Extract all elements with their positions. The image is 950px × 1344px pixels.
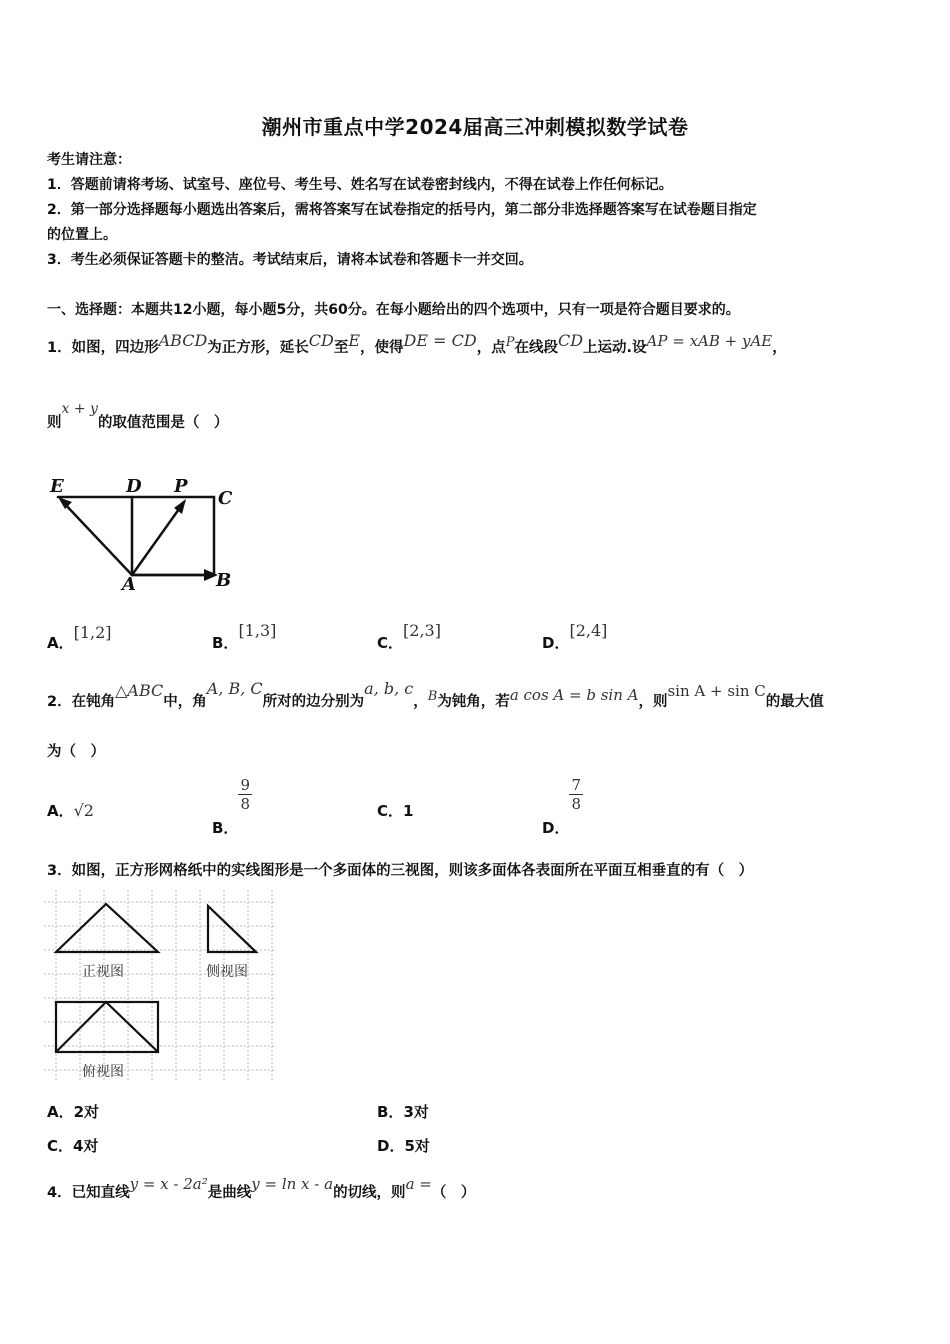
q2-math: sin A + sin C: [667, 682, 766, 700]
q1-label-c: C: [218, 488, 233, 509]
notice-line-3: 3．考生必须保证答题卡的整洁。考试结束后，请将本试卷和答题卡一并交回。: [47, 252, 533, 268]
option-value: 4对: [73, 1137, 99, 1155]
q1-option-d[interactable]: [542, 621, 608, 653]
q4-text: 的切线，则: [333, 1185, 406, 1201]
q2-text: 所对的边分别为: [262, 694, 365, 710]
notice-heading: 考生请注意：: [47, 152, 131, 168]
q2-option-d[interactable]: [542, 776, 583, 837]
q1-label-a: A: [122, 574, 136, 592]
q4-math: a =: [405, 1175, 432, 1193]
q4-text: 是曲线: [207, 1185, 252, 1201]
option-fraction: [238, 776, 252, 813]
q1-math: ABCD: [158, 331, 208, 350]
option-letter: C．: [377, 802, 404, 820]
q1-math: CD: [557, 331, 584, 350]
q1-figure: [44, 472, 244, 592]
page-title: 潮州市重点中学2024届高三冲刺模拟数学试卷: [261, 115, 689, 139]
q1-option-c[interactable]: [377, 621, 441, 653]
q3-stem: 3．如图，正方形网格纸中的实线图形是一个多面体的三视图，则该多面体各表面所在平面互相垂直的有（ ）: [47, 863, 754, 879]
q4-math: y = ln x - a: [251, 1175, 334, 1193]
q1-option-a[interactable]: [47, 623, 112, 653]
q2-math: A, B, C: [206, 679, 263, 698]
fraction-numerator: 7: [571, 776, 581, 794]
option-value: [2,3]: [403, 621, 441, 640]
q3-option-c[interactable]: [47, 1135, 98, 1156]
q2-stem: [47, 679, 824, 711]
q2-option-c[interactable]: [377, 800, 413, 821]
q1-text: 1．如图，四边形: [47, 340, 159, 356]
q1-stem-cont: [47, 401, 229, 432]
option-letter: B．: [212, 634, 239, 652]
q4-text: （ ）: [431, 1185, 476, 1201]
option-letter: A．: [47, 634, 74, 652]
q3-side-view: [208, 906, 256, 952]
q3-option-a[interactable]: [47, 1101, 99, 1122]
q1-label-d: D: [126, 476, 142, 497]
q1-text: 上运动.设: [583, 340, 647, 356]
q3-front-view: [56, 904, 158, 952]
q2-text: ，: [413, 694, 428, 710]
q1-math: AP = xAB + yAE: [646, 332, 773, 350]
q4-stem: [47, 1175, 476, 1202]
q1-math: P: [505, 335, 515, 350]
option-letter: D．: [542, 819, 570, 837]
q1-label-b: B: [216, 570, 232, 591]
option-value: 2对: [73, 1103, 100, 1121]
option-letter: B．: [377, 1103, 404, 1121]
section-heading: 一、选择题：本题共12小题，每小题5分，共60分。在每小题给出的四个选项中，只有一项是符合题目要求的。: [47, 302, 740, 318]
notice-line-2b: 的位置上。: [47, 227, 117, 243]
q3-top-view-rect: [56, 1002, 158, 1052]
q3-top-view-lines: [56, 1002, 158, 1052]
q3-label-side: 侧视图: [206, 964, 248, 980]
q1-label-e: E: [50, 476, 64, 497]
q1-figure-vector-ae: [62, 501, 132, 575]
q3-label-front: 正视图: [82, 964, 124, 980]
option-value: [1,3]: [238, 621, 277, 640]
option-value: [2,4]: [569, 621, 608, 640]
q1-text: ，: [772, 340, 787, 356]
q3-label-top: 俯视图: [82, 1064, 124, 1080]
q1-text: 则: [47, 415, 62, 431]
q1-math: DE = CD: [403, 331, 477, 350]
q2-option-a[interactable]: [47, 800, 94, 821]
q1-figure-vector-ap: [132, 502, 184, 575]
option-value: 1: [403, 802, 414, 820]
q3-option-d[interactable]: [377, 1135, 430, 1156]
option-value: 5对: [404, 1137, 430, 1155]
q2-option-b[interactable]: [212, 776, 252, 837]
fraction-denominator: 8: [240, 795, 250, 813]
notice-line-1: 1．答题前请将考场、试室号、座位号、考生号、姓名写在试卷密封线内，不得在试卷上作任何标记。: [47, 177, 673, 193]
option-letter: D．: [377, 1137, 405, 1155]
fraction-denominator: 8: [571, 795, 581, 813]
q2-math: a cos A = b sin A: [509, 686, 639, 704]
q1-text: 的取值范围是（ ）: [97, 415, 229, 431]
q4-text: 4．已知直线: [47, 1185, 130, 1201]
option-value: 3对: [403, 1103, 429, 1121]
q1-text: 至: [333, 340, 349, 356]
q1-arrowhead-e: [58, 497, 72, 509]
q2-stem-cont: 为（ ）: [47, 744, 105, 760]
option-value: [1,2]: [73, 623, 112, 642]
q1-text: 在线段: [514, 340, 558, 356]
option-value: √2: [73, 801, 94, 820]
q1-math: CD: [308, 331, 334, 350]
q1-text: ，使得: [360, 340, 404, 356]
q2-text: 中，角: [163, 694, 207, 710]
q1-option-b[interactable]: [212, 621, 277, 653]
q3-figure: [44, 890, 294, 1085]
option-fraction: [569, 776, 583, 813]
option-letter: B．: [212, 819, 239, 837]
option-letter: D．: [542, 634, 570, 652]
q2-text: 为钝角，若: [437, 694, 510, 710]
q1-text: 为正方形，延长: [207, 340, 309, 356]
q1-math: x + y: [61, 401, 98, 417]
q1-math: E: [348, 331, 361, 350]
q1-figure-outline: [58, 497, 214, 575]
q2-text: 2．在钝角: [47, 694, 116, 710]
q4-math: y = x - 2a²: [129, 1175, 208, 1193]
q2-text: 的最大值: [765, 694, 824, 710]
option-letter: A．: [47, 1103, 74, 1121]
q1-label-p: P: [174, 476, 188, 497]
q1-text: ，点: [476, 340, 506, 356]
q2-text: ，则: [638, 694, 668, 710]
option-letter: C．: [47, 1137, 74, 1155]
q3-option-b[interactable]: [377, 1101, 429, 1122]
option-letter: C．: [377, 634, 404, 652]
q2-math: a, b, c: [364, 679, 414, 698]
option-letter: A．: [47, 802, 74, 820]
notice-line-2a: 2．第一部分选择题每小题选出答案后，需将答案写在试卷指定的括号内，第二部分非选择题答案写在试卷题目指定: [47, 202, 757, 218]
q2-math: B: [427, 689, 438, 704]
fraction-numerator: 9: [240, 776, 250, 794]
q1-stem: [47, 331, 787, 357]
q2-math: △ABC: [115, 681, 164, 700]
